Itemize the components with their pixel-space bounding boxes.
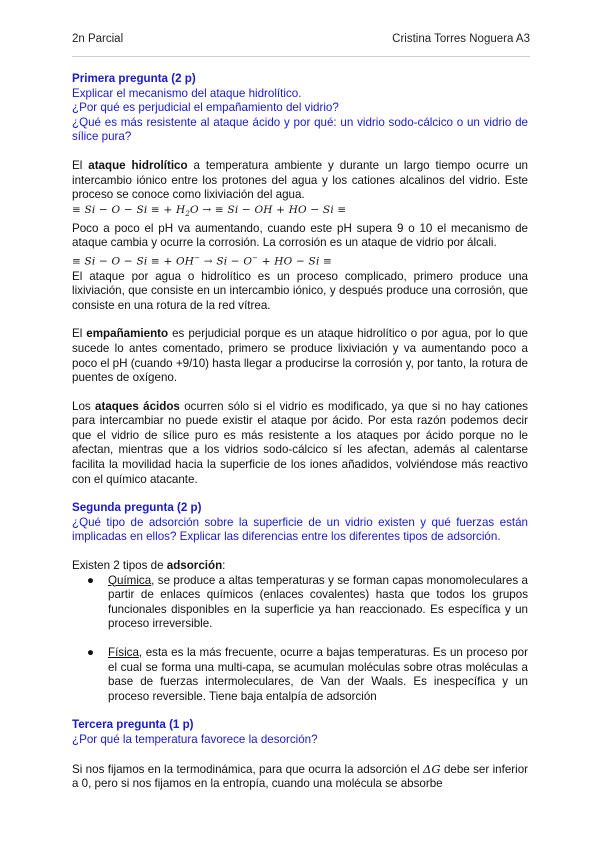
eq2-part-a: ≡ Si − O − Si ≡ + OH [72,255,195,268]
q1-paragraph-process: El ataque por agua o hidrolítico es un proceso complicado, primero produce una lixiviación, que consiste en un intercambio iónico, y después produce una corrosión, que consiste en una rotura de la red vítrea. [72,269,528,312]
text-physical: , esta es la más frecuente, ocurre a bajas temperaturas. Es un proceso por el cual se forma una multi-capa, se acumulan moléculas sobre otras moléculas a base de fuerzas intermoleculares, de Van der Waals. Es inespecífica y un proceso reversible. Tiene baja entalpía de adsorción [108,646,528,703]
text-chemical: , se produce a altas temperaturas y se forman capas monomoleculares a partir de enlaces químicos (enlaces covalentes) hasta que todos los grupos funcionales disponibles en la superficie ya han reaccionado. Es específica y un proceso irreversible. [108,573,528,631]
q1-prompt-2: ¿Por qué es perjudicial el empañamiento del vidrio? [72,101,339,115]
q1-title: Primera pregunta (2 p) [72,72,196,85]
eq2-part-c: + HO − Si ≡ [258,255,333,268]
q1-prompt-1: Explicar el mecanismo del ataque hidrolítico. [72,86,302,100]
list-item-chemical [72,574,528,632]
q3-prompt: ¿Por qué la temperatura favorece la desorción? [72,732,318,746]
q2-intro-bold: adsorción [166,559,223,573]
q3-p1-pre: Si nos fijamos en la termodinámica, para que ocurra la adsorción el [72,762,423,776]
q2-title: Segunda pregunta (2 p) [72,501,202,515]
list-item-physical [72,646,528,704]
q1-p1-post: a temperatura ambiente y durante un largo tiempo ocurre un intercambio iónico entre los protones del agua y los cationes alcalinos del vidrio. Este proceso se conoce como lixiviación del agua. [72,158,528,202]
q3-title: Tercera pregunta (1 p) [72,718,194,732]
q1-paragraph-fogging [72,327,528,385]
q1-paragraph-ph: Poco a poco el pH va aumentando, cuando este pH supera 9 o 10 el mecanismo de ataque cambia y ocurre la corrosión. La corrosión es un ataque de vidrio por álcali. [72,221,528,250]
q1-prompt-3: ¿Qué es más resistente al ataque ácido y por qué: un vidrio sodo-cálcico o un vidrio de sílice pura? [72,115,528,144]
q3-paragraph [72,762,528,792]
q1-p5-pre: Los [72,399,96,413]
q1-p4-bold: empañamiento [86,327,169,341]
term-physical: Física [108,646,139,659]
q2-prompt: ¿Qué tipo de adsorción sobre la superficie de un vidrio existen y qué fuerzas están implicadas en ellos? Explicar las diferencias entre los diferentes tipos de adsorción. [72,515,528,544]
eq1-subscript: 2 [185,209,191,218]
header-divider [72,56,530,57]
header-right: Cristina Torres Noguera A3 [392,33,530,45]
eq2-superscript-2: − [252,254,259,263]
eq1-part-b: O → ≡ Si − OH + HO − Si ≡ [190,203,347,216]
equation-corrosion [72,251,528,270]
q1-p1-pre: El [72,158,89,172]
q3-p1-post: debe ser inferior a 0, pero si nos fijamos en la entropía, cuando una molécula se absorbe [72,762,529,791]
list-spacer [72,632,528,646]
equation-hydrolysis [72,203,528,222]
eq2-superscript-1: − [194,254,201,263]
q1-p4-post: es perjudicial porque es un ataque hidrolítico o por agua, por lo que sucede lo antes comentado, primero se produce lixiviación y va aumentando poco a poco el pH (cuando +9/10) hasta llegar a producirse la corrosión y, por tanto, la rotura de puentes de oxígeno. [72,327,529,385]
q1-p4-pre: El [72,327,87,341]
eq2-part-b: → Si − O [200,255,253,268]
q1-p1-bold: ataque hidrolítico [88,158,188,172]
q1-paragraph-acid [72,400,528,488]
header-left: 2n Parcial [72,33,124,45]
delta-g-symbol: ΔG [422,761,441,776]
eq1-part-a: ≡ Si − O − Si ≡ + H [72,203,186,216]
q1-p5-post: ocurren sólo si el vidrio es modificado, ya que si no hay cationes para intercambiar no puede existir el ataque por ácido. Por esta razón podemos decir que el vidrio de sílice puro es más resistente a los ataques por ácido porque no le afectan, mientras que a los vidrios sodo-cálcico sí les afectan, además al calentarse facilita la movilidad hacia la superficie de los iones añadidos, volviéndose más reactivo con el químico atacante. [72,399,528,486]
q2-intro-pre: Existen 2 tipos de [72,559,167,573]
q1-p5-bold: ataques ácidos [95,399,180,413]
adsorption-types-list [72,574,528,705]
bullet-icon: ● [87,573,95,587]
document-body [72,72,528,792]
q1-paragraph-hydrolytic [72,159,528,203]
q2-intro-post: : [222,559,226,573]
bullet-icon: ● [87,646,95,659]
q2-intro [72,559,528,574]
term-chemical: Química [108,573,152,587]
